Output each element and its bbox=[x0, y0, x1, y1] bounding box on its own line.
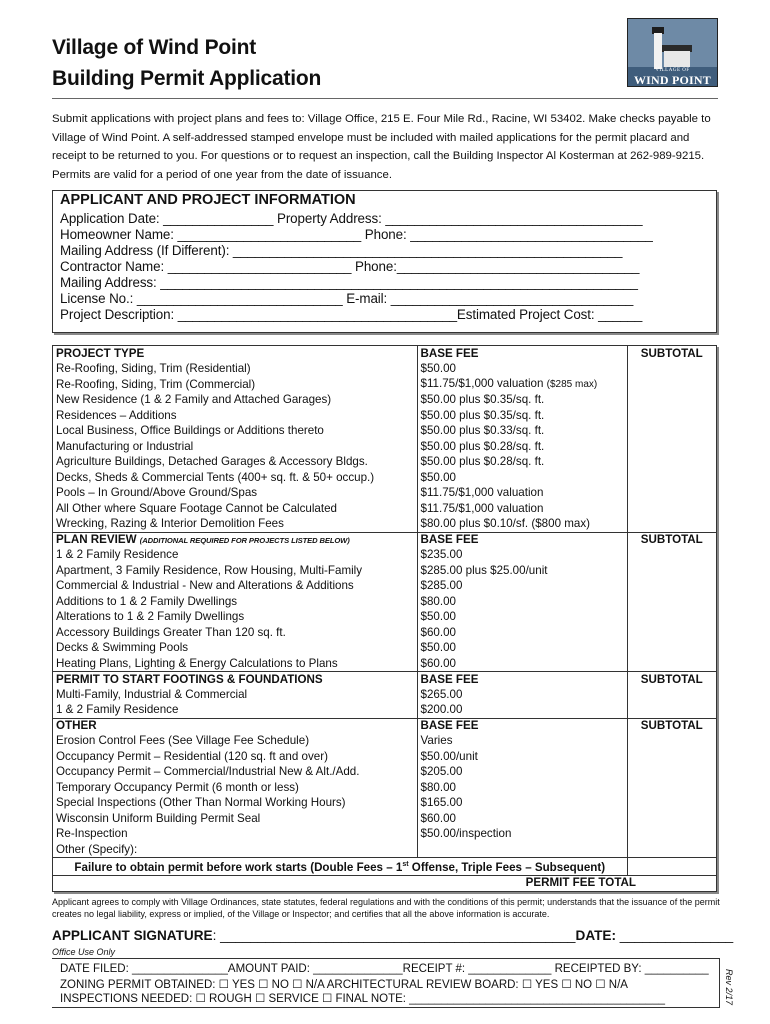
fee-row bbox=[53, 703, 716, 719]
project-type-cell: Local Business, Office Buildings or Additions thereto bbox=[53, 424, 417, 440]
project-type-cell: Accessory Buildings Greater Than 120 sq. ft. bbox=[53, 625, 417, 641]
subtotal-cell[interactable] bbox=[627, 734, 716, 750]
fee-row bbox=[53, 424, 716, 440]
project-type-cell: Wrecking, Razing & Interior Demolition Fees bbox=[53, 517, 417, 533]
base-fee-cell: $285.00 bbox=[417, 579, 627, 595]
base-fee-cell: $165.00 bbox=[417, 796, 627, 812]
fee-row bbox=[53, 780, 716, 796]
base-fee-cell: $50.00 plus $0.28/sq. ft. bbox=[417, 439, 627, 455]
subtotal-cell[interactable] bbox=[627, 501, 716, 517]
fee-section-title: PLAN REVIEW (ADDITIONAL REQUIRED FOR PROJECTS LISTED BELOW) bbox=[53, 532, 417, 548]
fee-row bbox=[53, 811, 716, 827]
subtotal-header: SUBTOTAL bbox=[627, 718, 716, 734]
fee-row bbox=[53, 455, 716, 471]
office-line-inspections[interactable]: INSPECTIONS NEEDED: ☐ ROUGH ☐ SERVICE ☐ FINAL NOTE: ________________________________________ bbox=[60, 993, 665, 1005]
base-fee-cell: $11.75/$1,000 valuation ($285 max) bbox=[417, 377, 627, 393]
office-use-label: Office Use Only bbox=[52, 947, 116, 957]
date-label: DATE: bbox=[575, 928, 617, 943]
failure-warning-row bbox=[53, 858, 716, 876]
agreement-text: Applicant agrees to comply with Village Ordinances, state statutes, federal regulations and with the conditions of this permit; understands that the issuance of the permit creates no legal liability, express or implied, of the Village or Inspector; and certifies that all the above information is accurate. bbox=[52, 897, 720, 919]
subtotal-cell[interactable] bbox=[627, 377, 716, 393]
subtotal-cell[interactable] bbox=[627, 393, 716, 409]
subtotal-cell[interactable] bbox=[627, 548, 716, 564]
signature-line[interactable] bbox=[52, 928, 733, 943]
subtotal-header: SUBTOTAL bbox=[627, 532, 716, 548]
page-title bbox=[52, 32, 321, 94]
project-type-cell: Erosion Control Fees (See Village Fee Schedule) bbox=[53, 734, 417, 750]
project-type-cell: Additions to 1 & 2 Family Dwellings bbox=[53, 594, 417, 610]
date-blank[interactable]: _______________ bbox=[616, 928, 734, 943]
base-fee-header: BASE FEE bbox=[417, 718, 627, 734]
subtotal-cell[interactable] bbox=[627, 796, 716, 812]
base-fee-cell: $50.00/unit bbox=[417, 749, 627, 765]
subtotal-cell[interactable] bbox=[627, 842, 716, 858]
base-fee-cell: $200.00 bbox=[417, 703, 627, 719]
project-type-cell: New Residence (1 & 2 Family and Attached Garages) bbox=[53, 393, 417, 409]
subtotal-cell[interactable] bbox=[627, 424, 716, 440]
fee-row bbox=[53, 517, 716, 533]
project-type-cell: Occupancy Permit – Commercial/Industrial New & Alt./Add. bbox=[53, 765, 417, 781]
base-fee-header: BASE FEE bbox=[417, 346, 627, 362]
subtotal-cell[interactable] bbox=[627, 827, 716, 843]
fee-section-note: (ADDITIONAL REQUIRED FOR PROJECTS LISTED BELOW) bbox=[139, 535, 350, 545]
project-type-cell: Manufacturing or Industrial bbox=[53, 439, 417, 455]
project-type-cell: Pools – In Ground/Above Ground/Spas bbox=[53, 486, 417, 502]
title-line-1: Village of Wind Point bbox=[52, 36, 257, 59]
project-type-cell: Multi-Family, Industrial & Commercial bbox=[53, 687, 417, 703]
base-fee-cell: $80.00 bbox=[417, 594, 627, 610]
house-icon bbox=[664, 51, 690, 67]
subtotal-cell[interactable] bbox=[627, 563, 716, 579]
header-divider bbox=[52, 98, 718, 99]
fee-row bbox=[53, 594, 716, 610]
base-fee-cell: $60.00 bbox=[417, 656, 627, 672]
logo-text-small: VILLAGE OF bbox=[655, 68, 690, 73]
subtotal-cell[interactable] bbox=[627, 780, 716, 796]
homeowner-name-field[interactable]: Homeowner Name: _________________________ Phone: _________________________________ bbox=[60, 227, 653, 242]
base-fee-cell: $50.00 bbox=[417, 641, 627, 657]
fee-row bbox=[53, 765, 716, 781]
subtotal-header: SUBTOTAL bbox=[640, 346, 703, 360]
project-type-cell: Decks & Swimming Pools bbox=[53, 641, 417, 657]
office-use-box bbox=[52, 958, 720, 1008]
fee-row bbox=[53, 486, 716, 502]
fee-row bbox=[53, 641, 716, 657]
fee-row bbox=[53, 393, 716, 409]
subtotal-header: SUBTOTAL bbox=[627, 672, 716, 688]
project-type-cell: 1 & 2 Family Residence bbox=[53, 548, 417, 564]
base-fee-cell: $285.00 plus $25.00/unit bbox=[417, 563, 627, 579]
permit-fee-total-label: PERMIT FEE TOTAL bbox=[525, 876, 636, 890]
fee-row bbox=[53, 749, 716, 765]
fee-section-title: PROJECT TYPE bbox=[53, 346, 417, 362]
fee-schedule-table bbox=[52, 345, 717, 892]
project-type-cell: Re-Roofing, Siding, Trim (Commercial) bbox=[53, 377, 417, 393]
fee-row bbox=[53, 842, 716, 858]
lighthouse-tower-icon bbox=[654, 33, 662, 69]
subtotal-cell[interactable] bbox=[627, 408, 716, 424]
base-fee-cell: $80.00 plus $0.10/sf. ($800 max) bbox=[417, 517, 627, 533]
project-type-cell: Other (Specify): bbox=[53, 842, 417, 858]
base-fee-cell: $50.00 bbox=[417, 470, 627, 486]
fee-row bbox=[53, 377, 716, 393]
signature-label: APPLICANT SIGNATURE bbox=[52, 928, 213, 943]
fee-row bbox=[53, 362, 716, 378]
logo-text-big: WIND POINT bbox=[633, 73, 711, 87]
office-line-date-filed[interactable]: DATE FILED: _______________AMOUNT PAID: ______________RECEIPT #: _____________ RECEIPTED BY: __________ bbox=[60, 963, 709, 975]
fee-section-title: OTHER bbox=[53, 718, 417, 734]
revision-label: Rev 2/17 bbox=[724, 968, 734, 1006]
project-type-cell: All Other where Square Footage Cannot be Calculated bbox=[53, 501, 417, 517]
project-type-cell: Re-Inspection bbox=[53, 827, 417, 843]
subtotal-cell[interactable] bbox=[627, 455, 716, 471]
fee-row bbox=[53, 408, 716, 424]
fee-row bbox=[53, 687, 716, 703]
subtotal-cell[interactable] bbox=[627, 610, 716, 626]
fee-section-header bbox=[53, 672, 716, 688]
contractor-name-field[interactable]: Contractor Name: _________________________ Phone:_________________________________ bbox=[60, 259, 640, 274]
base-fee-cell: $50.00 plus $0.35/sq. ft. bbox=[417, 408, 627, 424]
project-type-cell: Alterations to 1 & 2 Family Dwellings bbox=[53, 610, 417, 626]
base-fee-cell: $60.00 bbox=[417, 625, 627, 641]
project-type-cell: Commercial & Industrial - New and Alterations & Additions bbox=[53, 579, 417, 595]
subtotal-cell[interactable] bbox=[627, 439, 716, 455]
base-fee-cell: $50.00 plus $0.33/sq. ft. bbox=[417, 424, 627, 440]
base-fee-cell: $50.00 bbox=[417, 362, 627, 378]
project-type-cell: Occupancy Permit – Residential (120 sq. ft and over) bbox=[53, 749, 417, 765]
base-fee-cell bbox=[417, 842, 627, 858]
base-fee-header: BASE FEE bbox=[417, 532, 627, 548]
permit-fee-total-row bbox=[53, 875, 716, 891]
village-logo bbox=[627, 18, 718, 87]
base-fee-cell: $11.75/$1,000 valuation bbox=[417, 501, 627, 517]
fee-row bbox=[53, 470, 716, 486]
project-type-cell: Re-Roofing, Siding, Trim (Residential) bbox=[53, 362, 417, 378]
contractor-mailing-address-field[interactable]: Mailing Address: _________________________________________________________________ bbox=[60, 275, 638, 290]
subtotal-cell[interactable] bbox=[627, 765, 716, 781]
subtotal-cell[interactable] bbox=[627, 579, 716, 595]
office-line-zoning[interactable]: ZONING PERMIT OBTAINED: ☐ YES ☐ NO ☐ N/A ARCHITECTURAL REVIEW BOARD: ☐ YES ☐ NO ☐ N/A bbox=[60, 979, 628, 991]
fee-row bbox=[53, 501, 716, 517]
fee-section-header bbox=[53, 532, 716, 548]
title-line-2: Building Permit Application bbox=[52, 67, 322, 90]
fee-row bbox=[53, 827, 716, 843]
fee-section-title: PERMIT TO START FOOTINGS & FOUNDATIONS bbox=[53, 672, 417, 688]
base-fee-cell: $205.00 bbox=[417, 765, 627, 781]
fee-row bbox=[53, 796, 716, 812]
subtotal-cell[interactable] bbox=[627, 517, 716, 533]
fee-row bbox=[53, 563, 716, 579]
fee-row bbox=[53, 734, 716, 750]
applicant-info-box bbox=[52, 190, 717, 333]
project-type-cell: Special Inspections (Other Than Normal Working Hours) bbox=[53, 796, 417, 812]
failure-warning: Failure to obtain permit before work starts (Double Fees – 1st Offense, Triple Fees – Subsequent) bbox=[53, 858, 627, 876]
project-type-cell: Decks, Sheds & Commercial Tents (400+ sq. ft. & 50+ occup.) bbox=[53, 470, 417, 486]
mailing-address-field[interactable]: Mailing Address (If Different): _____________________________________________________ bbox=[60, 243, 623, 258]
subtotal-cell[interactable] bbox=[627, 703, 716, 719]
project-type-cell: Heating Plans, Lighting & Energy Calculations to Plans bbox=[53, 656, 417, 672]
base-fee-cell: $50.00 bbox=[417, 610, 627, 626]
base-fee-cell: $11.75/$1,000 valuation bbox=[417, 486, 627, 502]
subtotal-cell[interactable] bbox=[627, 625, 716, 641]
base-fee-cell: $60.00 bbox=[417, 811, 627, 827]
project-type-cell: 1 & 2 Family Residence bbox=[53, 703, 417, 719]
subtotal-cell[interactable] bbox=[627, 687, 716, 703]
base-fee-cell: $265.00 bbox=[417, 687, 627, 703]
failure-warning-blank bbox=[627, 858, 716, 876]
project-type-cell: Agriculture Buildings, Detached Garages & Accessory Bldgs. bbox=[53, 455, 417, 471]
subtotal-cell[interactable] bbox=[627, 641, 716, 657]
subtotal-cell[interactable] bbox=[627, 486, 716, 502]
fee-row bbox=[53, 439, 716, 455]
fee-note: ($285 max) bbox=[546, 379, 598, 391]
subtotal-cell[interactable] bbox=[627, 594, 716, 610]
base-fee-cell: $235.00 bbox=[417, 548, 627, 564]
base-fee-cell: Varies bbox=[417, 734, 627, 750]
project-type-cell: Temporary Occupancy Permit (6 month or less) bbox=[53, 780, 417, 796]
fee-row bbox=[53, 625, 716, 641]
base-fee-cell: $80.00 bbox=[417, 780, 627, 796]
fee-row bbox=[53, 579, 716, 595]
fee-section-header bbox=[53, 346, 716, 362]
intro-paragraph: Submit applications with project plans and fees to: Village Office, 215 E. Four Mile Rd., Racine, WI 53402. Make checks payable to Village of Wind Point. A self-addressed stamped envelope must be included with mailed applications for the permit placard and receipt to be returned to you. For questions or to request an inspection, call the Building Inspector Al Kosterman at 262-989-9215. Permits are valid for a period of one year from the date of issuance. bbox=[52, 113, 711, 181]
project-type-cell: Residences – Additions bbox=[53, 408, 417, 424]
application-date-field[interactable]: Application Date: _______________ Property Address: ___________________________________ bbox=[60, 211, 643, 226]
applicant-heading: APPLICANT AND PROJECT INFORMATION bbox=[60, 192, 356, 208]
subtotal-cell[interactable] bbox=[627, 811, 716, 827]
base-fee-cell: $50.00/inspection bbox=[417, 827, 627, 843]
fee-row bbox=[53, 610, 716, 626]
license-email-field[interactable]: License No.: ____________________________ E-mail: _________________________________ bbox=[60, 291, 634, 306]
base-fee-header: BASE FEE bbox=[417, 672, 627, 688]
subtotal-cell[interactable] bbox=[627, 749, 716, 765]
project-description-field[interactable]: Project Description: ______________________________________Estimated Project Cost: ______ bbox=[60, 307, 643, 322]
base-fee-cell: $50.00 plus $0.35/sq. ft. bbox=[417, 393, 627, 409]
fee-section-header bbox=[53, 718, 716, 734]
project-type-cell: Apartment, 3 Family Residence, Row Housing, Multi-Family bbox=[53, 563, 417, 579]
project-type-cell: Wisconsin Uniform Building Permit Seal bbox=[53, 811, 417, 827]
signature-blank[interactable]: : _______________________________________________ bbox=[212, 928, 576, 943]
subtotal-cell[interactable] bbox=[627, 656, 716, 672]
base-fee-cell: $50.00 plus $0.28/sq. ft. bbox=[417, 455, 627, 471]
fee-row bbox=[53, 548, 716, 564]
subtotal-cell[interactable] bbox=[627, 470, 716, 486]
fee-row bbox=[53, 656, 716, 672]
subtotal-cell[interactable] bbox=[627, 362, 716, 378]
